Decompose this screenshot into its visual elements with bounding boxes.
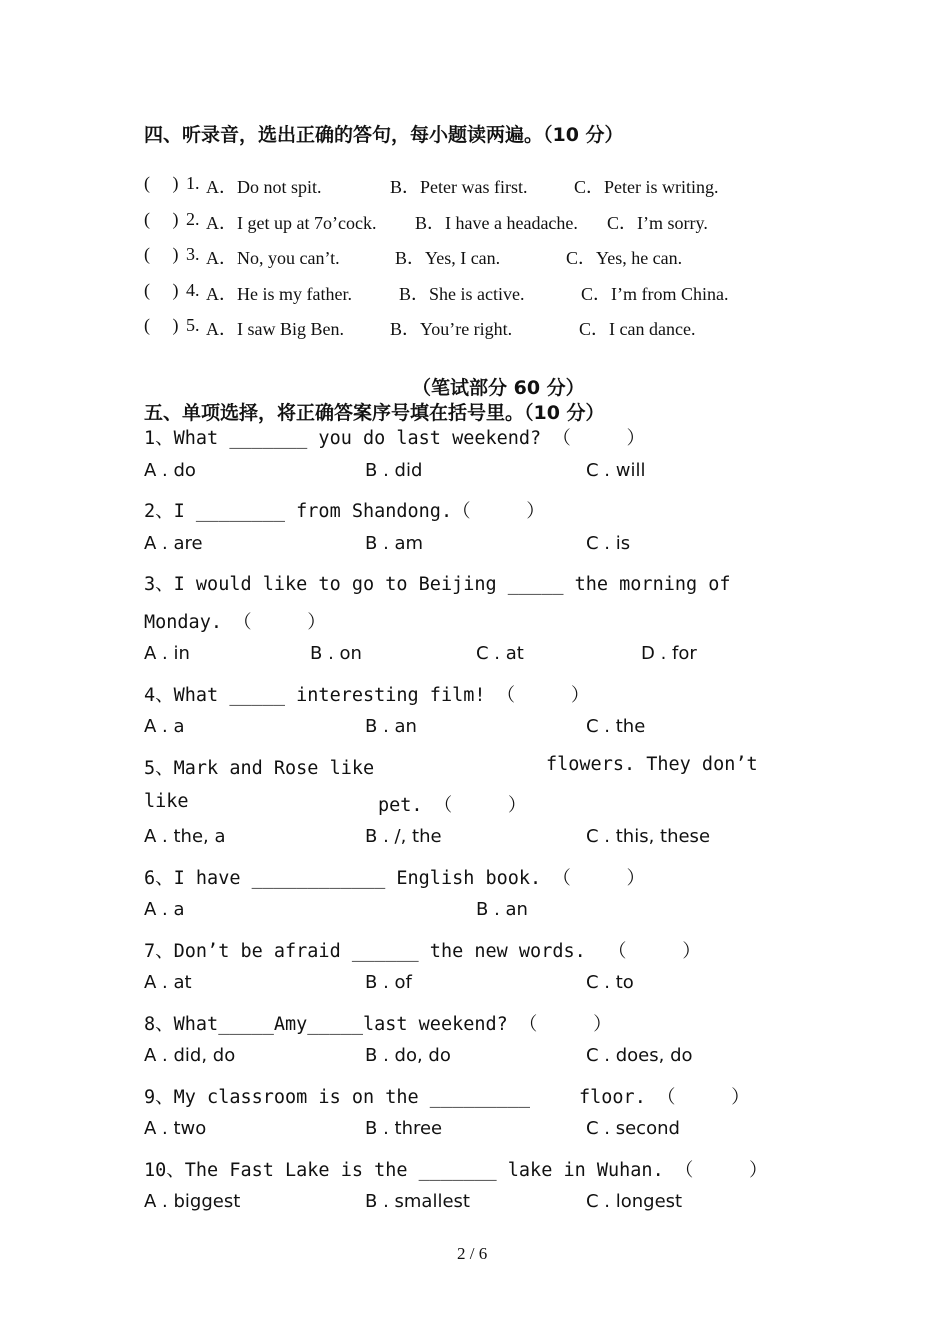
option-a: A . at [144,972,192,993]
answer-bracket[interactable]: ( ) [144,209,179,229]
option-b: B . on [310,643,362,664]
option-c: C . at [476,643,524,664]
written-part-title: （笔试部分 60 分） [412,377,585,399]
option-b: B．I have a headache. [415,213,578,233]
answer-bracket[interactable]: ( ) [144,173,179,193]
option-c: C . does, do [586,1045,693,1066]
question-1: 1、What _______ you do last weekend? （ ） [144,428,646,449]
option-b: B . am [365,533,424,554]
option-a: A . did, do [144,1045,236,1066]
option-a: A．No, you can’t. [206,248,340,268]
option-a: A．Do not spit. [206,177,322,197]
question-5-tail: flowers. They don’t [546,754,758,775]
option-a: A . biggest [144,1191,241,1212]
item-number: 4. [186,280,200,300]
option-b: B . /, the [365,826,442,847]
option-b: B . an [476,899,528,920]
question-10: 10、The Fast Lake is the _______ lake in Wuhan. （ ） [144,1160,768,1181]
option-b: B . three [365,1118,443,1139]
option-d: D . for [641,643,697,664]
option-b: B．She is active. [399,284,525,304]
option-c: C . longest [586,1191,683,1212]
option-a: A . the, a [144,826,226,847]
option-b: B . smallest [365,1191,470,1212]
option-b: B . an [365,716,417,737]
option-a: A . a [144,716,185,737]
item-number: 2. [186,209,200,229]
option-c: C . second [586,1118,680,1139]
question-2: 2、I ________ from Shandong.（ ） [144,501,545,522]
question-5-continued-tail: pet. （ ） [378,795,527,816]
section-4-title: 四、听录音，选出正确的答句，每小题读两遍。（10 分） [144,124,624,146]
question-3: 3、I would like to go to Beijing _____ the morning of [144,574,731,595]
option-b: B . did [365,460,423,481]
section-5-title: 五、单项选择，将正确答案序号填在括号里。（10 分） [144,402,605,424]
option-c: C . this, these [586,826,711,847]
option-b: B．You’re right. [390,319,513,339]
page-number: 2 / 6 [457,1244,488,1263]
option-b: B．Peter was first. [390,177,528,197]
item-number: 5. [186,315,200,335]
answer-bracket[interactable]: ( ) [144,315,179,335]
option-c: C．I’m sorry. [607,213,708,233]
option-c: C . is [586,533,631,554]
option-a: A . in [144,643,190,664]
option-c: C . to [586,972,634,993]
question-3-continued: Monday. （ ） [144,612,326,633]
question-6: 6、I have ____________ English book. （ ） [144,868,646,889]
option-c: C．I can dance. [579,319,696,339]
option-c: C . will [586,460,646,481]
question-5: 5、Mark and Rose like [144,758,375,779]
item-number: 1. [186,173,200,193]
option-b: B．Yes, I can. [395,248,501,268]
option-a: A．I get up at 7o’cock. [206,213,377,233]
option-c: C．Peter is writing. [574,177,719,197]
question-7: 7、Don’t be afraid ______ the new words. （ ） [144,941,701,962]
question-9-tail: floor. （ ） [579,1087,750,1108]
question-9: 9、My classroom is on the _________ [144,1087,531,1108]
option-b: B . of [365,972,412,993]
option-c: C．I’m from China. [581,284,729,304]
option-a: A．He is my father. [206,284,352,304]
option-a: A . do [144,460,196,481]
question-8: 8、What_____Amy_____last weekend? （ ） [144,1014,612,1035]
answer-bracket[interactable]: ( ) [144,280,179,300]
question-5-continued: like [144,791,189,812]
option-a: A . two [144,1118,207,1139]
option-a: A．I saw Big Ben. [206,319,344,339]
option-c: C . the [586,716,646,737]
option-a: A . are [144,533,203,554]
option-c: C．Yes, he can. [566,248,683,268]
option-a: A . a [144,899,185,920]
question-4: 4、What _____ interesting film! （ ） [144,685,590,706]
answer-bracket[interactable]: ( ) [144,244,179,264]
option-b: B . do, do [365,1045,451,1066]
item-number: 3. [186,244,200,264]
